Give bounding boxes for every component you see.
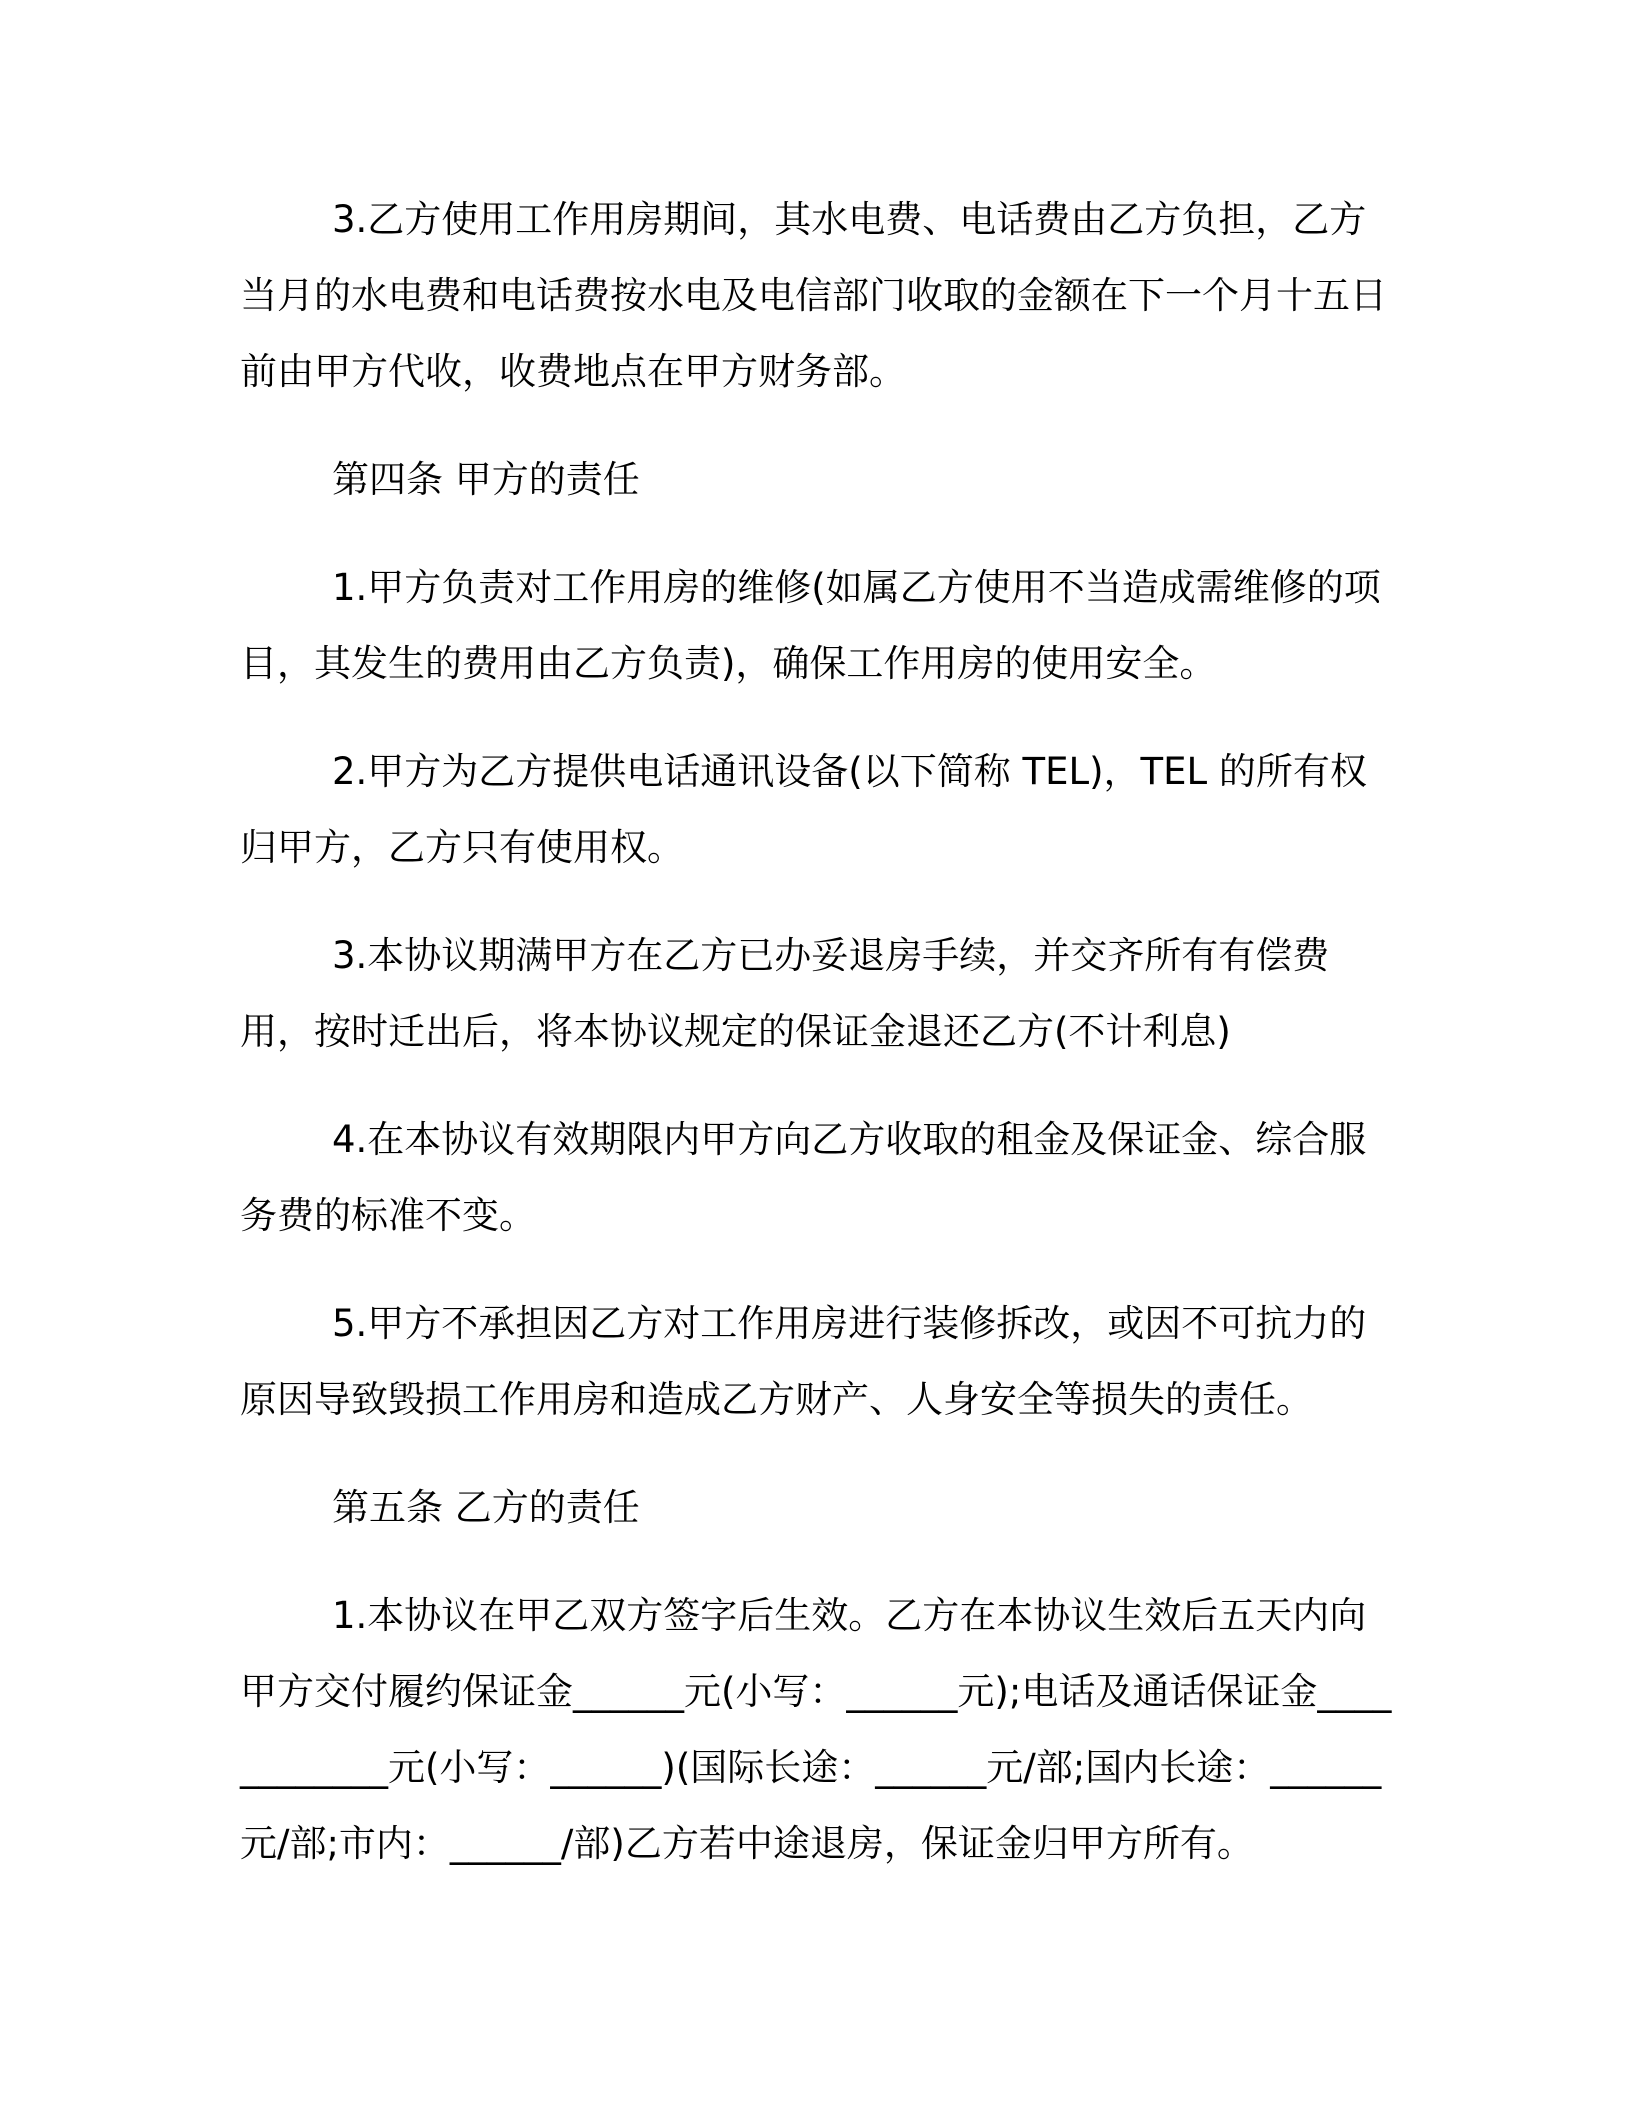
paragraph-4-5: 5.甲方不承担因乙方对工作用房进行装修拆改，或因不可抗力的原因导致毁损工作用房和造成乙方财产、人身安全等损失的责任。 (240, 1302, 1367, 1421)
paragraph-4-2: 2.甲方为乙方提供电话通讯设备(以下简称 TEL)，TEL 的所有权归甲方，乙方只有使用权。 (240, 750, 1367, 869)
article-5-heading: 第五条 乙方的责任 (332, 1486, 640, 1529)
paragraph-4-4: 4.在本协议有效期限内甲方向乙方收取的租金及保证金、综合服务费的标准不变。 (240, 1118, 1367, 1237)
paragraph-utilities: 3.乙方使用工作用房期间，其水电费、电话费由乙方负担，乙方当月的水电费和电话费按水电及电信部门收取的金额在下一个月十五日前由甲方代收，收费地点在甲方财务部。 (240, 198, 1387, 393)
paragraph-4-1: 1.甲方负责对工作用房的维修(如属乙方使用不当造成需维修的项目，其发生的费用由乙方负责)，确保工作用房的使用安全。 (240, 566, 1381, 685)
paragraph-5-1: 1.本协议在甲乙双方签字后生效。乙方在本协议生效后五天内向甲方交付履约保证金______元(小写：______元);电话及通话保证金____________元(小写：______)(国际长途：______元/部;国内长途：______元/部;市内：______/部)乙方若中途退房，保证金归甲方所有。 (240, 1594, 1392, 1865)
document-body (240, 182, 1392, 1914)
paragraph-4-3: 3.本协议期满甲方在乙方已办妥退房手续，并交齐所有有偿费用，按时迁出后，将本协议规定的保证金退还乙方(不计利息) (240, 934, 1330, 1053)
article-4-heading: 第四条 甲方的责任 (332, 458, 640, 501)
